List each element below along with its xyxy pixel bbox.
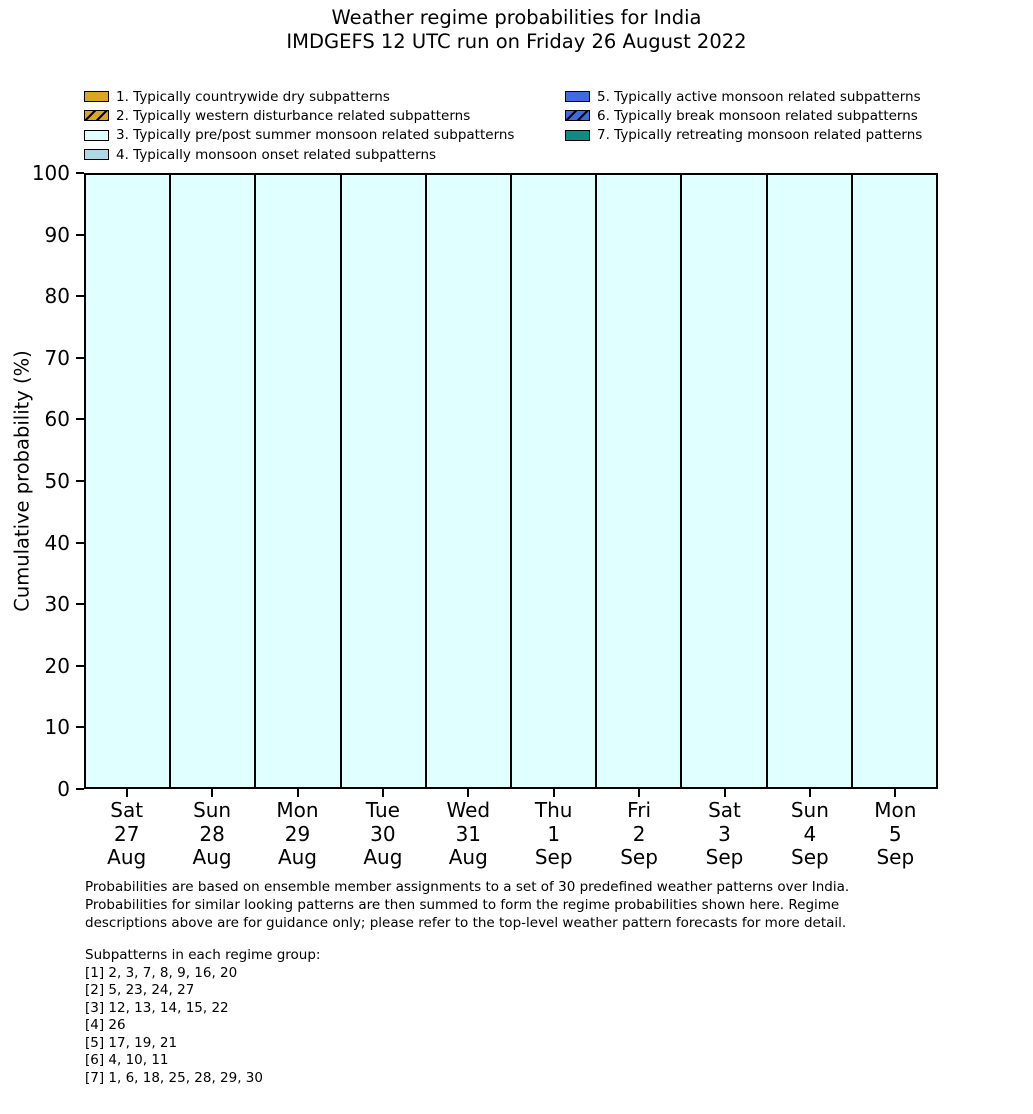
x-tick-label	[169, 799, 254, 870]
bar	[595, 175, 680, 787]
y-tick-mark	[76, 603, 84, 605]
bar	[169, 175, 254, 787]
bar-segment	[512, 175, 595, 787]
bar	[851, 175, 936, 787]
x-tick-label	[84, 799, 169, 870]
x-tick-label	[340, 799, 425, 870]
x-tick-mark	[724, 789, 726, 797]
y-tick-label: 50	[44, 469, 70, 493]
y-tick-label: 100	[31, 161, 70, 185]
bar	[680, 175, 765, 787]
legend-item	[84, 106, 514, 125]
x-tick-mark	[382, 789, 384, 797]
x-tick-mark	[126, 789, 128, 797]
x-tick-label-month: Aug	[277, 845, 318, 869]
y-tick-label: 70	[44, 345, 70, 370]
y-tick-label: 10	[44, 715, 70, 740]
x-tick-label-day: Sat	[110, 798, 144, 822]
bar-segment	[86, 175, 169, 787]
x-tick-label-date: 27	[113, 821, 140, 846]
legend-swatch-icon	[84, 149, 109, 160]
bar	[766, 175, 851, 787]
x-tick-label-day: Mon	[874, 798, 917, 822]
legend-item	[84, 87, 514, 106]
legend-column-left	[84, 87, 514, 164]
x-tick-label-day: Sun	[790, 798, 829, 822]
bar	[510, 175, 595, 787]
footnote-line: Probabilities for similar looking patterns are then summed to form the regime probabilities shown here. Regime	[85, 897, 840, 913]
x-tick-label-date: 28	[199, 821, 225, 846]
y-tick-mark	[76, 665, 84, 667]
x-tick-label-month: Sep	[620, 845, 658, 869]
legend-swatch-icon	[565, 130, 590, 141]
x-tick-mark	[467, 789, 469, 797]
footnote-line: Probabilities are based on ensemble member assignments to a set of 30 predefined weather patterns over India.	[85, 879, 850, 895]
y-tick-mark	[76, 542, 84, 544]
x-tick-label	[853, 799, 938, 870]
legend-item-label: 5. Typically active monsoon related subpatterns	[597, 88, 921, 105]
subpattern-line: [5] 17, 19, 21	[85, 1034, 178, 1051]
bar-segment	[342, 175, 425, 787]
x-tick-label-date: 29	[284, 821, 311, 846]
legend-item	[84, 126, 514, 145]
legend-item	[565, 106, 922, 125]
subpatterns-text	[85, 947, 320, 1087]
legend-item-label: 4. Typically monsoon onset related subpatterns	[116, 146, 437, 163]
x-tick-label-date: 2	[632, 821, 646, 846]
x-tick-label-month: Sep	[705, 845, 744, 869]
bar-segment	[171, 175, 254, 787]
bar-segment	[256, 175, 339, 787]
x-tick-label-day: Tue	[365, 798, 400, 822]
y-tick-mark	[76, 295, 84, 297]
x-tick-label-date: 31	[455, 821, 482, 846]
x-tick-mark	[211, 789, 213, 797]
x-tick-label	[426, 799, 511, 870]
legend-swatch-icon	[84, 91, 109, 102]
x-tick-label-date: 3	[718, 821, 731, 846]
bar	[425, 175, 510, 787]
bar	[86, 175, 169, 787]
bar-segment	[682, 175, 765, 787]
y-tick-label: 60	[44, 407, 70, 432]
y-tick-mark	[76, 788, 84, 790]
x-tick-mark	[894, 789, 896, 797]
y-tick-mark	[76, 480, 84, 482]
x-tick-label-day: Thu	[534, 798, 573, 822]
legend-item-label: 7. Typically retreating monsoon related patterns	[597, 127, 923, 144]
x-tick-label-month: Sep	[791, 845, 829, 869]
y-axis-title: Cumulative probability (%)	[10, 350, 34, 612]
legend-swatch-icon	[84, 110, 109, 121]
x-tick-label-month: Sep	[876, 845, 915, 869]
x-tick-mark	[638, 789, 640, 797]
subpattern-line: [3] 12, 13, 14, 15, 22	[85, 999, 229, 1016]
y-tick-label: 20	[44, 653, 70, 678]
legend-item-label: 6. Typically break monsoon related subpatterns	[597, 107, 918, 124]
legend-swatch-icon	[84, 130, 109, 141]
x-tick-label-month: Aug	[363, 845, 403, 869]
x-tick-label	[511, 799, 596, 870]
y-tick-mark	[76, 418, 84, 420]
subpattern-line: [1] 2, 3, 7, 8, 9, 16, 20	[85, 964, 238, 981]
chart-title	[0, 6, 1033, 54]
footnote-text	[85, 878, 849, 932]
legend-item	[565, 126, 922, 145]
bar-segment	[768, 175, 851, 787]
legend-item-label: 3. Typically pre/post summer monsoon related subpatterns	[116, 127, 515, 144]
x-tick-label-month: Aug	[192, 845, 232, 869]
bar	[254, 175, 339, 787]
x-tick-label-day: Wed	[446, 798, 491, 822]
y-tick-label: 30	[44, 592, 70, 617]
x-tick-label-day: Sat	[708, 798, 741, 822]
x-tick-label-day: Mon	[276, 798, 319, 822]
bar-segment	[853, 175, 936, 787]
x-tick-mark	[553, 789, 555, 797]
x-tick-label-date: 5	[888, 821, 902, 846]
y-tick-label: 0	[57, 777, 70, 801]
x-tick-label-date: 30	[370, 821, 396, 846]
x-tick-label-day: Fri	[627, 798, 651, 822]
bar	[340, 175, 425, 787]
bar-segment	[597, 175, 680, 787]
legend-item	[84, 145, 514, 164]
y-tick-label: 40	[44, 530, 70, 555]
x-tick-mark	[809, 789, 811, 797]
subpatterns-heading: Subpatterns in each regime group:	[85, 947, 321, 963]
y-tick-label: 80	[44, 284, 70, 309]
x-tick-label-date: 4	[803, 821, 817, 846]
plot-region	[31, 161, 938, 869]
y-tick-mark	[76, 726, 84, 728]
subpattern-line: [7] 1, 6, 18, 25, 28, 29, 30	[85, 1069, 263, 1086]
y-tick-mark	[76, 172, 84, 174]
subpattern-line: [6] 4, 10, 11	[85, 1052, 169, 1068]
y-tick-mark	[76, 234, 84, 236]
y-tick-label: 90	[44, 222, 70, 247]
legend-swatch-icon	[565, 91, 590, 102]
x-tick-label-month: Aug	[107, 845, 147, 869]
x-tick-label-month: Sep	[534, 845, 573, 869]
x-tick-label	[255, 799, 340, 870]
legend-item-label: 1. Typically countrywide dry subpatterns	[116, 88, 390, 105]
bar-segment	[427, 175, 510, 787]
footnote-line: descriptions above are for guidance only; please refer to the top-level weather pattern forecasts for more detail.	[85, 915, 847, 931]
x-tick-label	[682, 799, 767, 870]
legend-item-label: 2. Typically western disturbance related subpatterns	[116, 107, 471, 124]
chart-title-line1: Weather regime probabilities for India	[331, 6, 702, 29]
x-tick-label-day: Sun	[193, 798, 232, 822]
subpattern-line: [4] 26	[85, 1017, 126, 1033]
subpattern-line: [2] 5, 23, 24, 27	[85, 982, 195, 998]
legend-swatch-icon	[565, 110, 590, 121]
x-tick-label	[767, 799, 852, 870]
x-tick-label	[596, 799, 681, 870]
x-tick-label-date: 1	[547, 821, 561, 846]
x-tick-mark	[297, 789, 299, 797]
legend-item	[565, 87, 922, 106]
y-tick-mark	[76, 357, 84, 359]
chart-title-line2: IMDGEFS 12 UTC run on Friday 26 August 2022	[286, 30, 747, 53]
legend-column-right	[565, 87, 922, 145]
x-tick-label-month: Aug	[448, 845, 488, 869]
plot-area	[84, 173, 938, 789]
